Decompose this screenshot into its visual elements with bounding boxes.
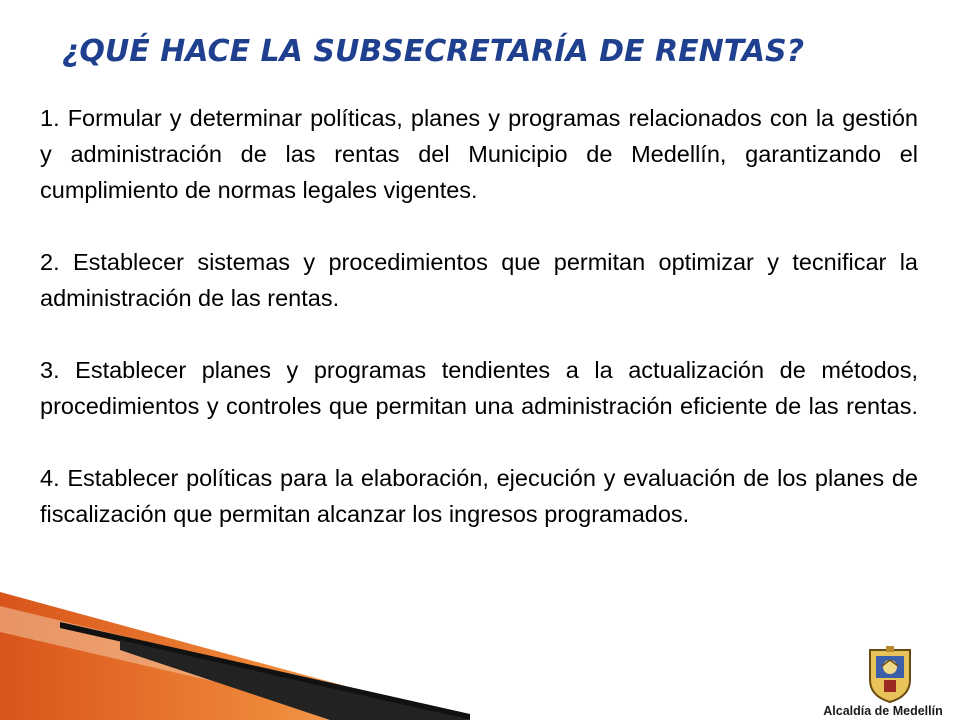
logo-caption: Alcaldía de Medellín — [823, 704, 943, 718]
alcaldia-logo — [810, 640, 956, 720]
list-item-3: 3. Establecer planes y programas tendientes a la actualización de métodos, procedimientos y controles que permitan una administración eficiente de las rentas. — [40, 357, 918, 419]
list-item-4: 4. Establecer políticas para la elaboración, ejecución y evaluación de los planes de fiscalización que permitan alcanzar los ingresos programados. — [40, 465, 918, 527]
slide-title: ¿QUÉ HACE LA SUBSECRETARÍA DE RENTAS? — [62, 34, 805, 69]
list-item-1: 1. Formular y determinar políticas, planes y programas relacionados con la gestión y administración de las rentas del Municipio de Medellín, garantizando el cumplimiento de normas legales vigentes. — [40, 105, 918, 203]
slide-body — [40, 100, 918, 532]
coat-of-arms-icon — [866, 646, 914, 704]
corner-decoration — [0, 592, 470, 720]
list-item-2: 2. Establecer sistemas y procedimientos que permitan optimizar y tecnificar la administración de las rentas. — [40, 249, 918, 311]
